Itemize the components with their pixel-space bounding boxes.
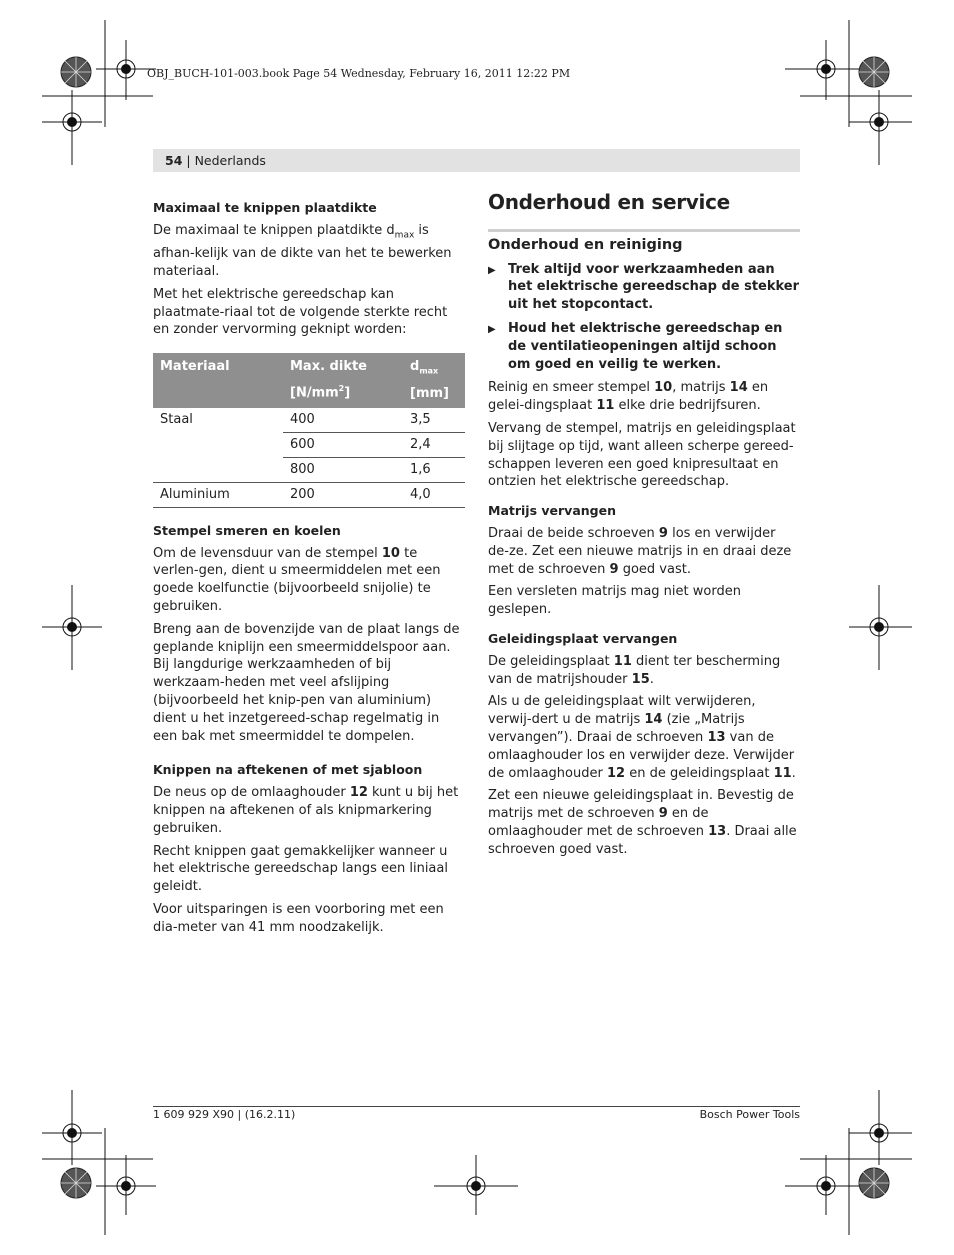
table-cell-material: Aluminium (153, 482, 283, 507)
footer-doc-number: 1 609 929 X90 | (16.2.11) (153, 1108, 296, 1121)
paragraph-remove-guide: Als u de geleidingsplaat wilt verwijderen, verwij-dert u de matrijs 14 (zie „Matrijs vervangen”). Draai de schroeven 13 van de omlaaghouder los en verwijder deze. Verwijder de omlaaghouder 12 en de geleidingsplaat 11. (488, 694, 796, 781)
right-column (488, 190, 800, 864)
paragraph-material-strength: Met het elektrische gereedschap kan plaatmate-riaal tot de volgende sterkte recht en zonder vervorming geknipt worden: (153, 286, 448, 338)
table-header-strength: Max. dikte $[N/mm^2]$ (290, 359, 367, 401)
paragraph-pre-drill: Voor uitsparingen is een voorboring met een dia-meter van 41 mm noodzakelijk. (153, 901, 444, 935)
paragraph-guide-plate: De geleidingsplaat 11 dient ter bescherming van de matrijshouder 15. (488, 653, 781, 687)
heading-maintenance: Onderhoud en reiniging (488, 229, 800, 255)
table-row (153, 432, 465, 457)
table-cell-strength: 600 (283, 432, 403, 457)
table-cell-material (153, 457, 283, 482)
header-separator: | (182, 153, 195, 168)
paragraph-replace-worn: Vervang de stempel, matrijs en geleidingsplaat bij slijtage op tijd, want alleen scherpe gereed-schappen leveren een goed knipresultaat en ontzien het elektrische gereedschap. (488, 420, 796, 490)
bullet-text: Houd het elektrische gereedschap en de ventilatieopeningen altijd schoon om goed en veilig te werken. (508, 320, 783, 372)
table-cell-dmax: 1,6 (403, 457, 465, 482)
table-header-dmax: $d_{max}$ [mm] (410, 359, 449, 401)
heading-lubricate: Stempel smeren en koelen (153, 522, 341, 538)
paragraph-lubricate: Om de levensduur van de stempel 10 te verlen-gen, dient u smeermiddelen met een goede koelfunctie (bijvoorbeeld snijolie) te gebruiken. (153, 545, 441, 614)
left-column (153, 199, 465, 942)
book-info-line: OBJ_BUCH-101-003.book Page 54 Wednesday, February 16, 2011 12:22 PM (147, 67, 571, 80)
paragraph-die: Draai de beide schroeven 9 los en verwijder de-ze. Zet een nieuwe matrijs in en draai deze met de schroeven 9 goed vast. (488, 525, 792, 577)
bullet-text: Trek altijd voor werkzaamheden aan het elektrische gereedschap de stekker uit het stopcontact. (508, 261, 800, 313)
page-header-text (165, 153, 266, 168)
page-header (153, 149, 800, 172)
safety-bullet (488, 261, 800, 314)
footer-rule (153, 1106, 800, 1107)
thickness-table (153, 353, 465, 508)
table-cell-strength: 200 (283, 482, 403, 507)
table-header-row (153, 353, 465, 408)
table-cell-dmax: 2,4 (403, 432, 465, 457)
header-language: Nederlands (194, 153, 266, 168)
table-cell-material: Staal (160, 412, 193, 428)
page-number: 54 (165, 153, 183, 168)
table-header-material: Materiaal (160, 359, 230, 375)
table-row (153, 457, 465, 482)
heading-cut-template: Knippen na aftekenen of met sjabloon (153, 762, 423, 778)
paragraph-straight-cut: Recht knippen gaat gemakkelijker wanneer u het elektrische gereedschap langs een liniaal geleidt. (153, 843, 448, 895)
table-cell-dmax: 3,5 (410, 411, 431, 427)
paragraph-clean: Reinig en smeer stempel 10, matrijs 14 en gelei-dingsplaat 11 elke drie bedrijfsuren. (488, 380, 769, 414)
table-cell-material (153, 432, 283, 457)
heading-die: Matrijs vervangen (488, 503, 616, 519)
paragraph-nose: De neus op de omlaaghouder 12 kunt u bij het knippen na aftekenen of als knipmarkering gebruiken. (153, 785, 459, 836)
table-cell-strength: 800 (283, 457, 403, 482)
section-title: Onderhoud en service (488, 190, 730, 214)
heading-guide-plate: Geleidingsplaat vervangen (488, 630, 678, 646)
heading-max-thickness: Maximaal te knippen plaatdikte (153, 200, 377, 215)
table-cell-dmax: 4,0 (403, 482, 465, 507)
paragraph-lubricant-trace: Breng aan de bovenzijde van de plaat langs de geplande kniplijn een smeermiddelspoor aan. Bij langdurige werkzaamheden of bij werkzaam-heden met veel afslijping (bijvoorbeeld het knip-pen van aluminium) dient u het inzetgereed-schap regelmatig in een bak met smeermiddel te dompelen. (153, 621, 460, 744)
table-row (153, 408, 465, 433)
triangle-bullet-icon: ▶ (488, 323, 496, 335)
triangle-bullet-icon: ▶ (488, 264, 496, 276)
paragraph-max-thickness: De maximaal te knippen plaatdikte $d_{max}$ is afhan-kelijk van de dikte van het te bewerken materiaal. (153, 222, 452, 279)
footer-brand: Bosch Power Tools (699, 1108, 800, 1121)
table-row (153, 482, 465, 507)
paragraph-install-guide: Zet een nieuwe geleidingsplaat in. Bevestig de matrijs met de schroeven 9 en de omlaaghouder met de schroeven 13. Draai alle schroeven goed vast. (488, 788, 797, 857)
safety-bullet (488, 320, 800, 373)
table-cell-strength: 400 (290, 411, 315, 427)
paragraph-no-grind: Een versleten matrijs mag niet worden geslepen. (488, 584, 741, 618)
